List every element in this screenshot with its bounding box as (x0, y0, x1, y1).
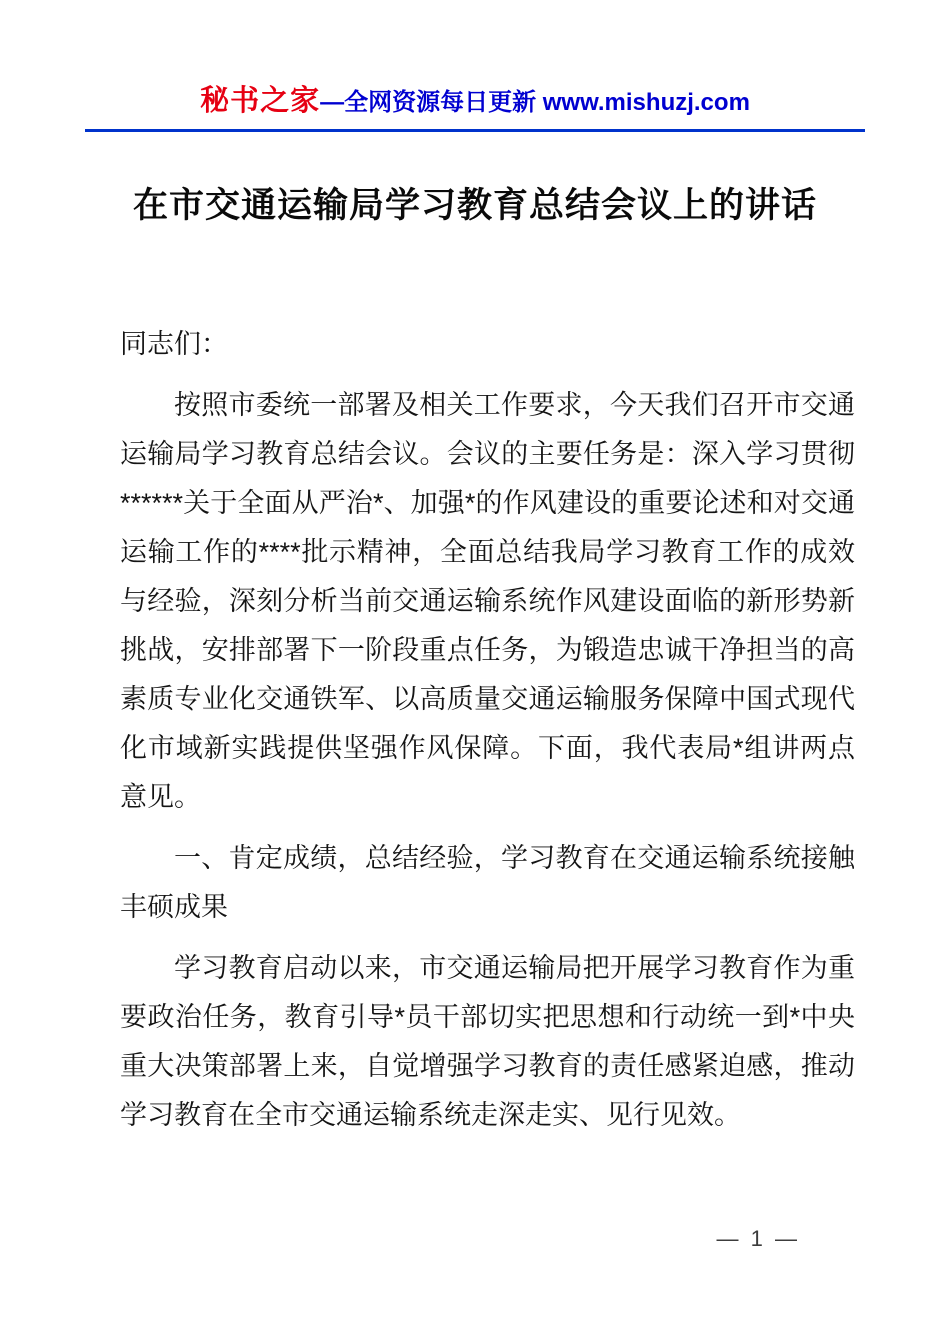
header-divider (85, 129, 865, 132)
salutation: 同志们： (120, 329, 228, 359)
section-heading: 一、肯定成绩，总结经验，学习教育在交通运输系统接触丰硕成果 (120, 843, 855, 922)
document-body (120, 320, 855, 1140)
site-brand: 秘书之家 (200, 85, 321, 117)
site-tagline: —全网资源每日更新 (320, 89, 543, 116)
page-title: 在市交通运输局学习教育总结会议上的讲话 (132, 186, 817, 225)
site-header (0, 0, 950, 119)
paragraph: 按照市委统一部署及相关工作要求，今天我们召开市交通运输局学习教育总结会议。会议的主要任务是：深入学习贯彻******关于全面从严治*、加强*的作风建设的重要论述和对交通运输工作的****批示精神，全面总结我局学习教育工作的成效与经验，深刻分析当前交通运输系统作风建设面临的新形势新挑战，安排部署下一阶段重点任务，为锻造忠诚干净担当的高素质专业化交通铁军、以高质量交通运输服务保障中国式现代化市域新实践提供坚强作风保障。下面，我代表局*组讲两点意见。 (120, 390, 855, 812)
site-url: www.mishuzj.com (542, 89, 750, 116)
paragraph: 学习教育启动以来，市交通运输局把开展学习教育作为重要政治任务，教育引导*员干部切实把思想和行动统一到*中央重大决策部署上来，自觉增强学习教育的责任感紧迫感，推动学习教育在全市交通运输系统走深走实、见行见效。 (120, 953, 855, 1130)
page-number: — 1 — (716, 1226, 800, 1251)
